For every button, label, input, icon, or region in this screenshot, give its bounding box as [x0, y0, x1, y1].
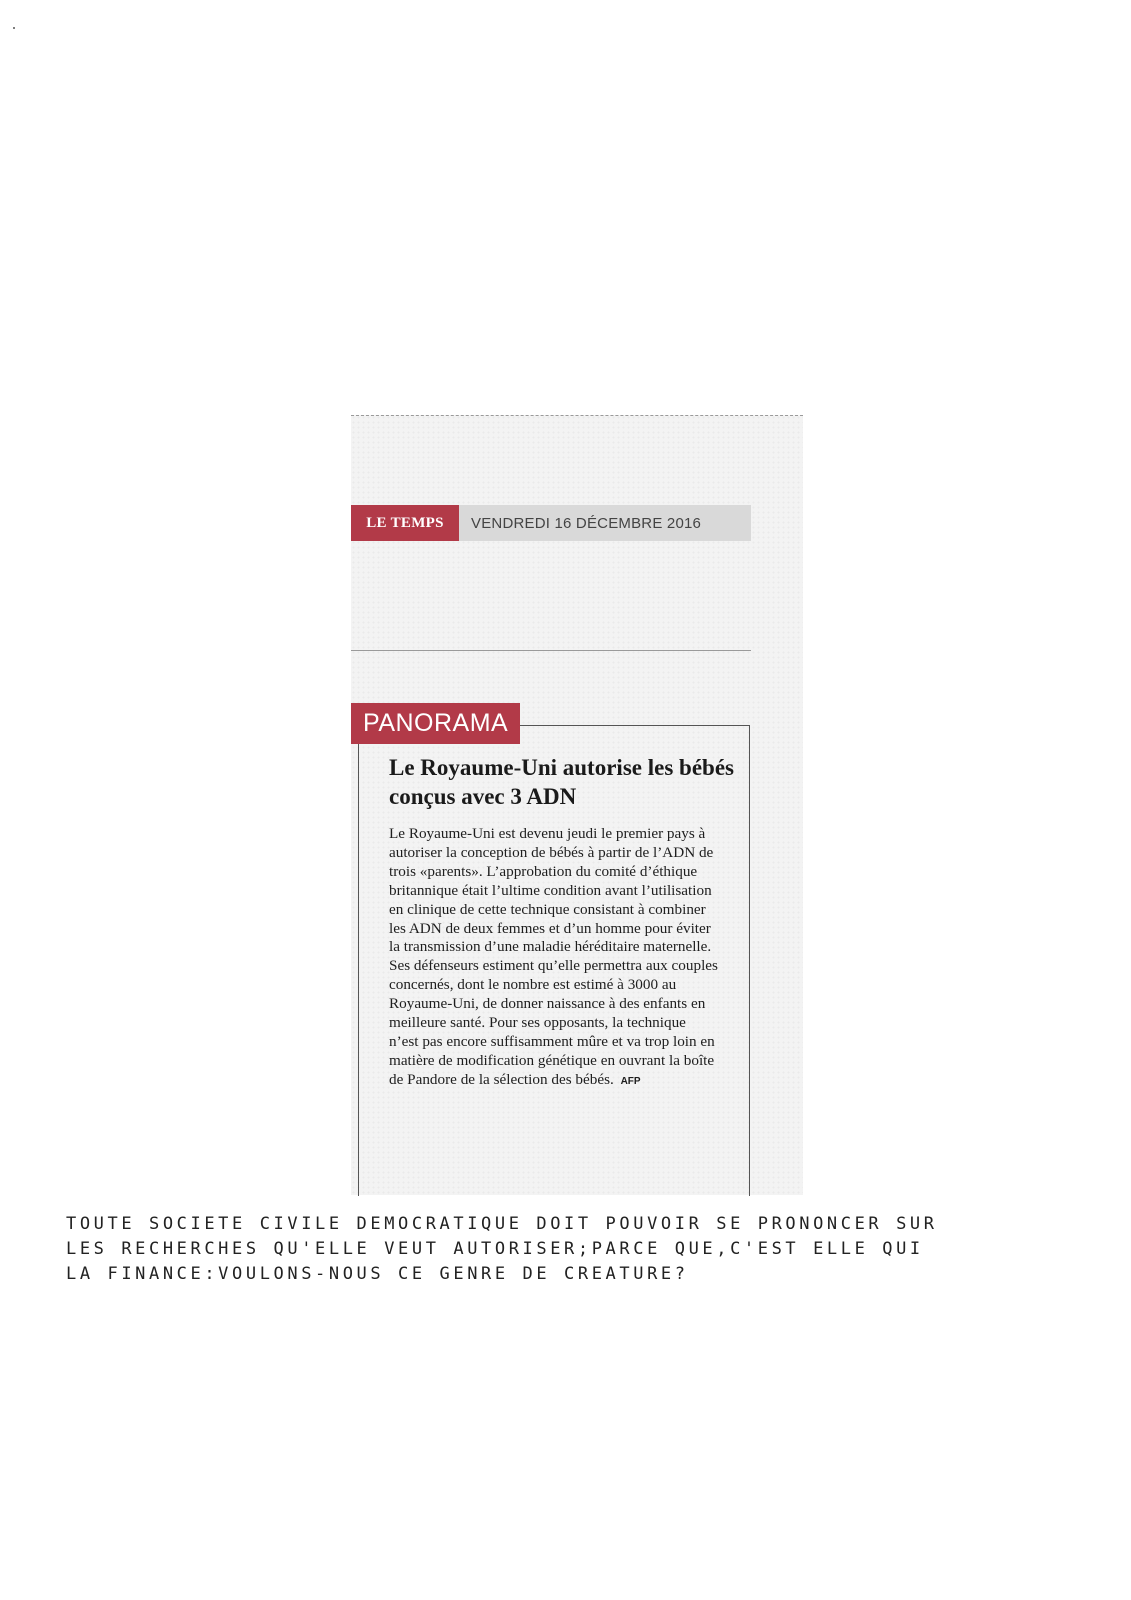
divider-rule: [351, 650, 751, 651]
article-body: [389, 825, 719, 1092]
section-tag: PANORAMA: [351, 703, 520, 744]
article-credit: AFP: [620, 1075, 641, 1087]
newspaper-clipping: [351, 415, 803, 1195]
newspaper-brand: LE TEMPS: [351, 505, 459, 541]
typewritten-note: TOUTE SOCIETE CIVILE DEMOCRATIQUE DOIT POUVOIR SE PRONONCER SUR LES RECHERCHES QU'ELLE VEUT AUTORISER;PARCE QUE,C'EST ELLE QUI LA FINANCE:VOULONS-NOUS CE GENRE DE CREATURE?: [66, 1214, 938, 1284]
article-headline: Le Royaume-Uni autorise les bébés conçus avec 3 ADN: [389, 755, 734, 809]
publication-date: VENDREDI 16 DÉCEMBRE 2016: [471, 514, 702, 532]
clipping-torn-edge: [351, 415, 803, 419]
scan-speck: [13, 27, 15, 29]
newspaper-header-bar: [351, 505, 751, 541]
article-body-text: Le Royaume-Uni est devenu jeudi le premier pays à autoriser la conception de bébés à partir de l’ADN de trois «parents». L’approbation du comité d’éthique britannique était l’ultime condition avant l’utilisation en clinique de cette technique consistant à combiner les ADN de deux femmes et d’un homme pour éviter la transmission d’une maladie héréditaire maternelle. Ses défenseurs estiment qu’elle permettra aux couples concernés, dont le nombre est estimé à 3000 au Royaume-Uni, de donner naissance à des enfants en meilleure santé. Pour ses opposants, la technique n’est pas encore suffisamment mûre et va trop loin en matière de modification génétique en ouvrant la boîte de Pandore de la sélection des bébés.: [389, 825, 718, 1088]
